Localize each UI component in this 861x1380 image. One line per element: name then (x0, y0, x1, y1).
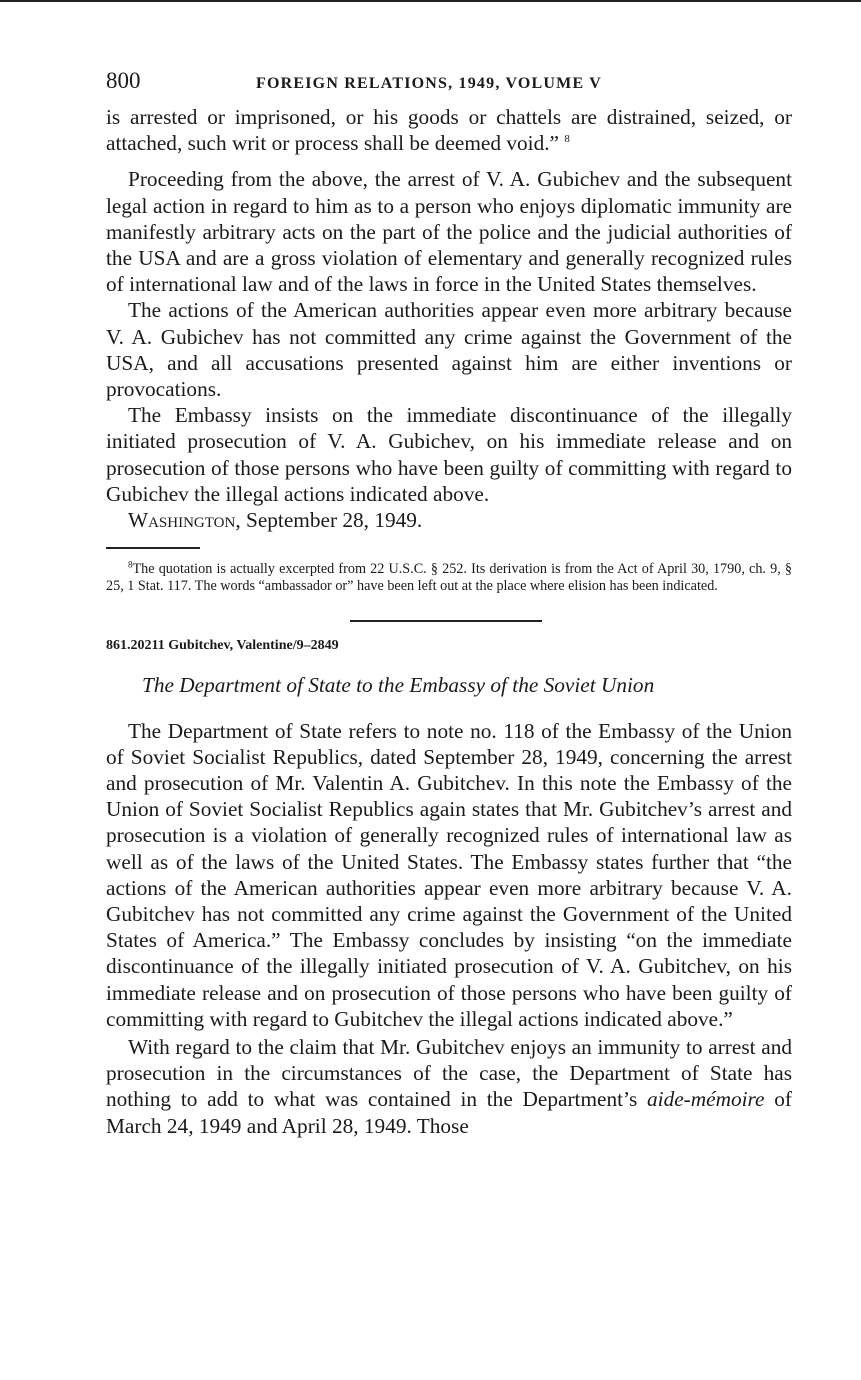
paragraph-embassy-insists: The Embassy insists on the immediate discontinuance of the illegally initiated prosecution of V. A. Gubichev, on his immediate release and on prosecution of those persons who have been guilty of committing with regard to Gubichev the illegal actions indicated above. (106, 403, 792, 506)
signature-place: Washington (128, 508, 236, 533)
running-head: FOREIGN RELATIONS, 1949, VOLUME V (256, 75, 602, 92)
footnote-divider (106, 547, 200, 549)
page-top-edge (0, 0, 861, 2)
continued-paragraph-text: is arrested or imprisoned, or his goods or chattels are distrained, seized, or attached, such writ or process shall be deemed void.” (106, 105, 792, 156)
paragraph-department-refers: The Department of State refers to note no. 118 of the Embassy of the Union of Soviet Socialist Republics, dated September 28, 1949, concerning the arrest and prosecution of Mr. Valentin A. Gubitchev. In this note the Embassy of the Union of Soviet Socialist Republics again states that Mr. Gubitchev’s arrest and prosecution is a violation of generally recognized rules of international law as well as of the laws of the United States. The Embassy states further that “the actions of the American authorities appear even more arbitrary because V. A. Gubitchev has not committed any crime against the Government of the United States of America.” The Embassy concludes by insisting “on the immediate discontinuance of the illegally initiated prosecution of V. A. Gubitchev, on his immediate release and on prosecution of those persons who have been guilty of committing with regard to Gubitchev the illegal actions indicated above.” (106, 718, 792, 1031)
signature-line (106, 507, 792, 533)
aide-memoire-term: aide-mémoire (647, 1087, 765, 1112)
footnote-mark: 8 (128, 558, 133, 569)
page-header (106, 68, 792, 104)
continued-paragraph (106, 104, 792, 156)
paragraph-actions: The actions of the American authorities appear even more arbitrary because V. A. Gubichev has not committed any crime against the Government of the USA, and all accusations presented against him are either inventions or provocations. (106, 298, 792, 402)
paragraph-proceeding: Proceeding from the above, the arrest of V. A. Gubichev and the subsequent legal action in regard to him as to a person who enjoys diplomatic immunity are manifestly arbitrary acts on the part of the police and the judicial authorities of the USA and are a gross violation of elementary and generally recognized rules of international law and of the laws in force in the United States themselves. (106, 167, 792, 297)
section-divider (350, 620, 542, 622)
paragraph-with-regard (106, 1034, 792, 1139)
footnote (106, 558, 792, 595)
page-number: 800 (106, 68, 141, 93)
footnote-reference: 8 (564, 133, 570, 146)
paragraph-with-regard-end: of March 24, 1949 and April 28, 1949. Those (106, 1087, 792, 1138)
paragraph-with-regard-start: With regard to the claim that Mr. Gubitchev enjoys an immunity to arrest and prosecution in the circumstances of the case, the Department of State has nothing to add to what was contained in the Department’s (106, 1034, 792, 1112)
footnote-text: The quotation is actually excerpted from 22 U.S.C. § 252. Its derivation is from the Act of April 30, 1790, ch. 9, § 25, 1 Stat. 117. The words “ambassador or” have been left out at the place where elision has been indicated. (106, 560, 792, 594)
document-page (106, 68, 792, 1139)
file-reference: 861.20211 Gubitchev, Valentine/9–2849 (106, 637, 339, 653)
signature-date: , September 28, 1949. (235, 508, 423, 533)
document-title: The Department of State to the Embassy of the Soviet Union (142, 672, 655, 697)
